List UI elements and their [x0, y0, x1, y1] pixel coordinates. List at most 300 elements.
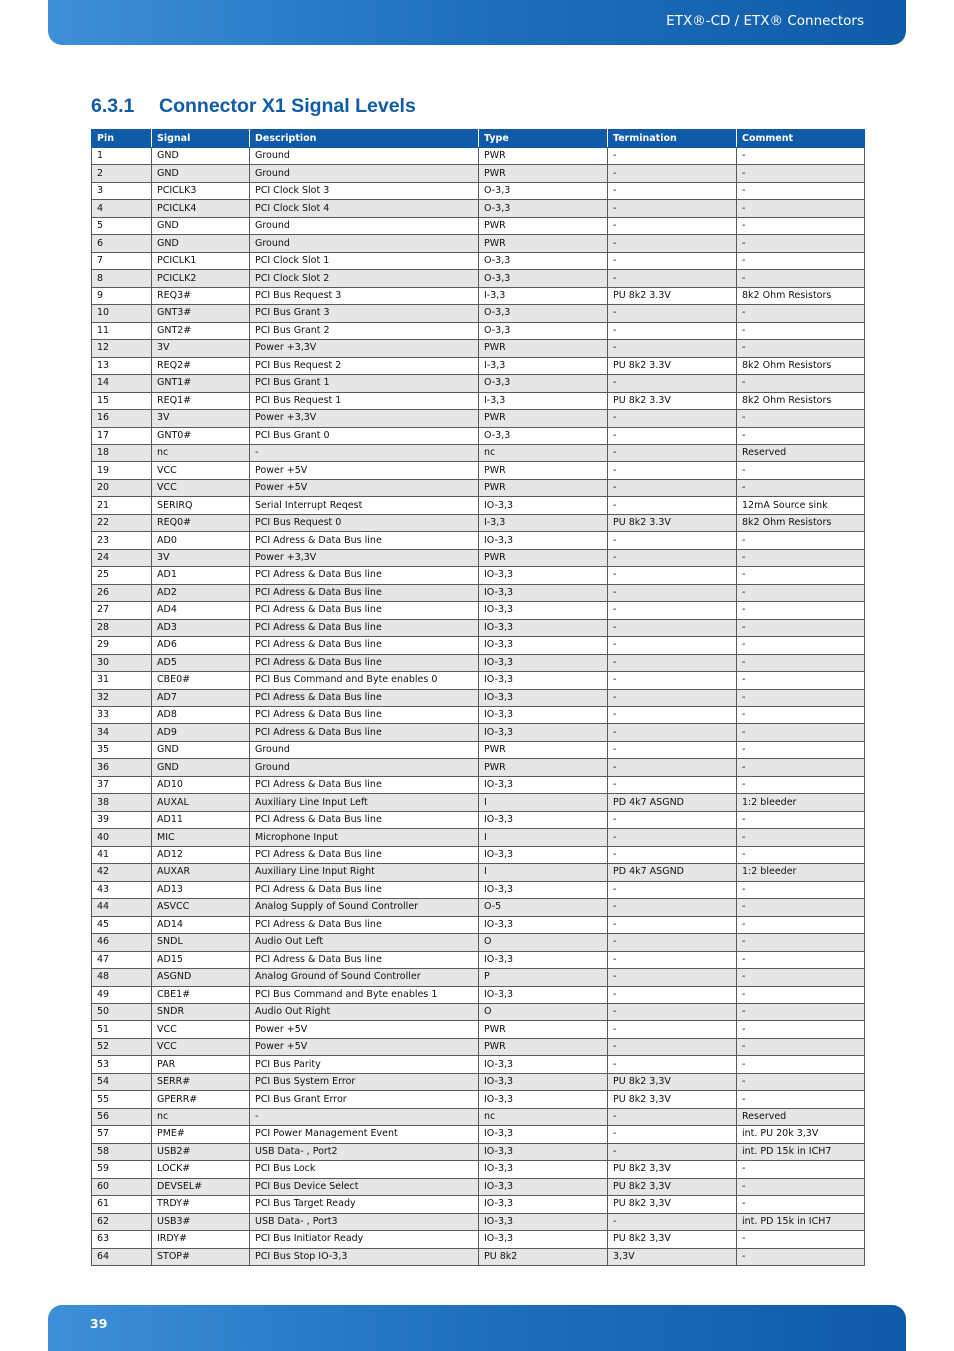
- table-cell: O: [479, 1003, 608, 1020]
- table-cell: Reserved: [737, 444, 865, 461]
- table-row: [92, 1056, 865, 1073]
- table-cell: Ground: [250, 217, 479, 234]
- table-cell: -: [737, 776, 865, 793]
- table-cell: -: [608, 1143, 737, 1160]
- table-cell: -: [737, 549, 865, 566]
- table-cell: -: [608, 270, 737, 287]
- table-cell: IO-3,3: [479, 776, 608, 793]
- table-cell: PCI Adress & Data Bus line: [250, 707, 479, 724]
- table-row: [92, 497, 865, 514]
- table-cell: 15: [92, 392, 152, 409]
- table-cell: IO-3,3: [479, 567, 608, 584]
- table-cell: 63: [92, 1231, 152, 1248]
- table-cell: REQ3#: [152, 287, 250, 304]
- table-row: [92, 916, 865, 933]
- table-cell: PCI Bus Grant Error: [250, 1091, 479, 1108]
- table-cell: AD10: [152, 776, 250, 793]
- table-cell: USB Data- , Port3: [250, 1213, 479, 1230]
- table-cell: PCI Bus Request 3: [250, 287, 479, 304]
- table-cell: 54: [92, 1073, 152, 1090]
- table-cell: VCC: [152, 462, 250, 479]
- table-cell: AD4: [152, 602, 250, 619]
- table-cell: -: [608, 375, 737, 392]
- table-cell: 1:2 bleeder: [737, 864, 865, 881]
- table-cell: GND: [152, 741, 250, 758]
- table-cell: -: [737, 1038, 865, 1055]
- table-row: [92, 532, 865, 549]
- table-row: [92, 235, 865, 252]
- table-cell: IO-3,3: [479, 497, 608, 514]
- table-cell: 21: [92, 497, 152, 514]
- table-cell: -: [608, 811, 737, 828]
- table-cell: 33: [92, 707, 152, 724]
- table-cell: AD15: [152, 951, 250, 968]
- table-cell: -: [737, 1231, 865, 1248]
- table-cell: -: [737, 322, 865, 339]
- table-cell: VCC: [152, 1021, 250, 1038]
- table-cell: 5: [92, 217, 152, 234]
- section-heading: [91, 95, 416, 118]
- table-row: [92, 672, 865, 689]
- table-row: [92, 287, 865, 304]
- table-cell: PWR: [479, 741, 608, 758]
- table-cell: 26: [92, 584, 152, 601]
- table-cell: IO-3,3: [479, 1091, 608, 1108]
- table-cell: AD13: [152, 881, 250, 898]
- table-cell: AD14: [152, 916, 250, 933]
- table-cell: -: [608, 1003, 737, 1020]
- table-cell: PCI Adress & Data Bus line: [250, 532, 479, 549]
- table-cell: PCI Adress & Data Bus line: [250, 776, 479, 793]
- section-number: 6.3.1: [91, 95, 135, 117]
- table-row: [92, 829, 865, 846]
- table-cell: PCI Bus Grant 1: [250, 375, 479, 392]
- table-cell: AD9: [152, 724, 250, 741]
- table-cell: IO-3,3: [479, 532, 608, 549]
- table-cell: PU 8k2 3.3V: [608, 514, 737, 531]
- table-cell: -: [608, 1108, 737, 1125]
- table-cell: ASGND: [152, 969, 250, 986]
- column-header: Comment: [737, 130, 865, 148]
- table-cell: -: [737, 934, 865, 951]
- table-cell: 59: [92, 1161, 152, 1178]
- table-cell: PCI Bus Grant 0: [250, 427, 479, 444]
- table-cell: Power +5V: [250, 462, 479, 479]
- table-cell: 45: [92, 916, 152, 933]
- table-cell: -: [737, 1073, 865, 1090]
- table-cell: AD11: [152, 811, 250, 828]
- table-row: [92, 1003, 865, 1020]
- table-cell: -: [608, 462, 737, 479]
- table-cell: -: [608, 934, 737, 951]
- table-cell: GPERR#: [152, 1091, 250, 1108]
- table-cell: PCI Bus Lock: [250, 1161, 479, 1178]
- table-cell: 39: [92, 811, 152, 828]
- table-cell: PCI Adress & Data Bus line: [250, 724, 479, 741]
- table-cell: IO-3,3: [479, 602, 608, 619]
- table-cell: 6: [92, 235, 152, 252]
- table-cell: Ground: [250, 235, 479, 252]
- table-cell: -: [737, 741, 865, 758]
- table-cell: I: [479, 829, 608, 846]
- table-cell: -: [737, 829, 865, 846]
- table-cell: PWR: [479, 165, 608, 182]
- table-cell: 42: [92, 864, 152, 881]
- table-cell: 55: [92, 1091, 152, 1108]
- table-cell: O-3,3: [479, 427, 608, 444]
- table-cell: GNT1#: [152, 375, 250, 392]
- table-cell: 34: [92, 724, 152, 741]
- table-row: [92, 724, 865, 741]
- table-cell: PCICLK1: [152, 252, 250, 269]
- table-cell: Power +3,3V: [250, 549, 479, 566]
- table-cell: PCI Bus Command and Byte enables 0: [250, 672, 479, 689]
- table-cell: 12mA Source sink: [737, 497, 865, 514]
- table-row: [92, 270, 865, 287]
- table-cell: -: [608, 829, 737, 846]
- table-row: [92, 934, 865, 951]
- table-cell: 10: [92, 305, 152, 322]
- table-cell: 12: [92, 340, 152, 357]
- table-cell: nc: [152, 444, 250, 461]
- table-body: [92, 148, 865, 1266]
- table-cell: IO-3,3: [479, 707, 608, 724]
- table-cell: PCI Adress & Data Bus line: [250, 637, 479, 654]
- table-cell: -: [737, 235, 865, 252]
- table-cell: 49: [92, 986, 152, 1003]
- table-cell: 56: [92, 1108, 152, 1125]
- table-cell: PCI Adress & Data Bus line: [250, 951, 479, 968]
- table-cell: AD7: [152, 689, 250, 706]
- table-cell: 48: [92, 969, 152, 986]
- table-cell: -: [737, 305, 865, 322]
- table-row: [92, 514, 865, 531]
- table-row: [92, 357, 865, 374]
- table-cell: 18: [92, 444, 152, 461]
- table-cell: 46: [92, 934, 152, 951]
- table-cell: PCI Bus Request 1: [250, 392, 479, 409]
- table-cell: 38: [92, 794, 152, 811]
- table-row: [92, 1178, 865, 1195]
- table-row: [92, 969, 865, 986]
- table-cell: O-3,3: [479, 252, 608, 269]
- table-row: [92, 1126, 865, 1143]
- table-cell: IO-3,3: [479, 1178, 608, 1195]
- table-cell: AD5: [152, 654, 250, 671]
- table-cell: 53: [92, 1056, 152, 1073]
- table-cell: Analog Supply of Sound Controller: [250, 899, 479, 916]
- table-cell: PCICLK4: [152, 200, 250, 217]
- table-row: [92, 637, 865, 654]
- table-row: [92, 864, 865, 881]
- column-header: Description: [250, 130, 479, 148]
- table-cell: -: [737, 916, 865, 933]
- table-cell: 35: [92, 741, 152, 758]
- table-cell: IO-3,3: [479, 1231, 608, 1248]
- table-cell: -: [608, 1021, 737, 1038]
- table-cell: REQ2#: [152, 357, 250, 374]
- table-cell: Audio Out Right: [250, 1003, 479, 1020]
- table-cell: -: [608, 1038, 737, 1055]
- table-cell: 3V: [152, 340, 250, 357]
- header-bar: [48, 0, 906, 45]
- table-cell: PCI Bus Request 0: [250, 514, 479, 531]
- table-cell: -: [737, 270, 865, 287]
- table-cell: 8k2 Ohm Resistors: [737, 392, 865, 409]
- table-cell: IO-3,3: [479, 846, 608, 863]
- table-row: [92, 1091, 865, 1108]
- table-cell: nc: [479, 1108, 608, 1125]
- table-cell: O-3,3: [479, 200, 608, 217]
- table-row: [92, 410, 865, 427]
- table-cell: 57: [92, 1126, 152, 1143]
- table-cell: PCI Adress & Data Bus line: [250, 811, 479, 828]
- table-cell: PD 4k7 ASGND: [608, 864, 737, 881]
- table-cell: 29: [92, 637, 152, 654]
- table-row: [92, 567, 865, 584]
- table-cell: 36: [92, 759, 152, 776]
- table-cell: -: [737, 881, 865, 898]
- table-cell: GND: [152, 148, 250, 165]
- table-cell: PCICLK2: [152, 270, 250, 287]
- table-cell: PME#: [152, 1126, 250, 1143]
- table-row: [92, 881, 865, 898]
- table-cell: 43: [92, 881, 152, 898]
- table-cell: 64: [92, 1248, 152, 1265]
- table-cell: -: [608, 217, 737, 234]
- table-cell: nc: [152, 1108, 250, 1125]
- table-cell: GND: [152, 217, 250, 234]
- table-cell: IO-3,3: [479, 637, 608, 654]
- table-cell: -: [608, 619, 737, 636]
- table-row: [92, 1021, 865, 1038]
- table-cell: IO-3,3: [479, 1073, 608, 1090]
- table-cell: VCC: [152, 1038, 250, 1055]
- table-row: [92, 776, 865, 793]
- table-cell: -: [250, 444, 479, 461]
- table-cell: Reserved: [737, 1108, 865, 1125]
- table-cell: -: [608, 549, 737, 566]
- table-cell: -: [608, 846, 737, 863]
- table-cell: IO-3,3: [479, 881, 608, 898]
- column-header: Pin: [92, 130, 152, 148]
- column-header: Termination: [608, 130, 737, 148]
- table-cell: IO-3,3: [479, 1143, 608, 1160]
- table-cell: -: [608, 881, 737, 898]
- table-cell: PCI Bus Device Select: [250, 1178, 479, 1195]
- table-cell: Power +5V: [250, 479, 479, 496]
- table-row: [92, 1196, 865, 1213]
- table-cell: -: [608, 741, 737, 758]
- table-cell: 51: [92, 1021, 152, 1038]
- table-cell: -: [608, 602, 737, 619]
- table-row: [92, 1248, 865, 1265]
- table-row: [92, 1231, 865, 1248]
- table-cell: AD0: [152, 532, 250, 549]
- table-cell: -: [608, 444, 737, 461]
- table-row: [92, 1073, 865, 1090]
- table-cell: -: [737, 986, 865, 1003]
- table-cell: PCI Clock Slot 2: [250, 270, 479, 287]
- table-cell: PU 8k2 3.3V: [608, 357, 737, 374]
- table-row: [92, 340, 865, 357]
- table-cell: -: [737, 1056, 865, 1073]
- table-cell: PCI Adress & Data Bus line: [250, 654, 479, 671]
- signal-table: [91, 129, 865, 1266]
- document-title: ETX®-CD / ETX® Connectors: [666, 13, 864, 29]
- table-cell: 41: [92, 846, 152, 863]
- table-cell: -: [737, 410, 865, 427]
- table-cell: USB2#: [152, 1143, 250, 1160]
- table-cell: -: [608, 899, 737, 916]
- table-cell: -: [608, 182, 737, 199]
- table-row: [92, 654, 865, 671]
- table-cell: PWR: [479, 235, 608, 252]
- table-cell: Serial Interrupt Reqest: [250, 497, 479, 514]
- table-cell: O-3,3: [479, 182, 608, 199]
- table-row: [92, 148, 865, 165]
- page-number: 39: [90, 1316, 108, 1331]
- table-cell: GND: [152, 759, 250, 776]
- table-cell: IO-3,3: [479, 724, 608, 741]
- table-cell: PCI Clock Slot 3: [250, 182, 479, 199]
- table-cell: PWR: [479, 462, 608, 479]
- table-cell: 3V: [152, 549, 250, 566]
- table-cell: IO-3,3: [479, 672, 608, 689]
- table-cell: 52: [92, 1038, 152, 1055]
- table-row: [92, 427, 865, 444]
- section-title: Connector X1 Signal Levels: [159, 95, 416, 117]
- table-cell: -: [737, 462, 865, 479]
- table-cell: Microphone Input: [250, 829, 479, 846]
- table-cell: IO-3,3: [479, 619, 608, 636]
- table-cell: -: [737, 637, 865, 654]
- table-cell: PCI Clock Slot 1: [250, 252, 479, 269]
- table-cell: PCI Bus Command and Byte enables 1: [250, 986, 479, 1003]
- table-cell: -: [737, 1003, 865, 1020]
- table-cell: 9: [92, 287, 152, 304]
- table-row: [92, 986, 865, 1003]
- table-cell: Ground: [250, 148, 479, 165]
- table-row: [92, 217, 865, 234]
- table-cell: 62: [92, 1213, 152, 1230]
- table-cell: 31: [92, 672, 152, 689]
- table-row: [92, 1038, 865, 1055]
- table-cell: -: [737, 427, 865, 444]
- table-cell: 17: [92, 427, 152, 444]
- table-cell: AD12: [152, 846, 250, 863]
- table-cell: -: [737, 689, 865, 706]
- footer-bar: [48, 1305, 906, 1351]
- table-cell: IO-3,3: [479, 1056, 608, 1073]
- table-row: [92, 1213, 865, 1230]
- table-cell: I: [479, 794, 608, 811]
- table-cell: CBE1#: [152, 986, 250, 1003]
- table-cell: VCC: [152, 479, 250, 496]
- table-row: [92, 707, 865, 724]
- table-row: [92, 549, 865, 566]
- table-cell: -: [737, 969, 865, 986]
- table-cell: I-3,3: [479, 357, 608, 374]
- table-row: [92, 759, 865, 776]
- table-cell: PU 8k2 3,3V: [608, 1161, 737, 1178]
- table-cell: -: [608, 654, 737, 671]
- table-cell: I-3,3: [479, 514, 608, 531]
- table-cell: 47: [92, 951, 152, 968]
- table-row: [92, 846, 865, 863]
- table-cell: USB3#: [152, 1213, 250, 1230]
- table-cell: 24: [92, 549, 152, 566]
- table-cell: SNDL: [152, 934, 250, 951]
- table-cell: -: [737, 654, 865, 671]
- table-cell: I-3,3: [479, 287, 608, 304]
- table-cell: Auxiliary Line Input Right: [250, 864, 479, 881]
- table-cell: -: [737, 252, 865, 269]
- table-cell: -: [608, 235, 737, 252]
- table-cell: PU 8k2 3,3V: [608, 1073, 737, 1090]
- table-cell: 8k2 Ohm Resistors: [737, 514, 865, 531]
- table-cell: PCI Adress & Data Bus line: [250, 689, 479, 706]
- table-cell: STOP#: [152, 1248, 250, 1265]
- table-row: [92, 200, 865, 217]
- table-cell: SERR#: [152, 1073, 250, 1090]
- table-cell: 27: [92, 602, 152, 619]
- table-cell: PCI Bus Parity: [250, 1056, 479, 1073]
- table-cell: AD2: [152, 584, 250, 601]
- table-header-row: [92, 130, 865, 148]
- table-cell: PCI Bus Initiator Ready: [250, 1231, 479, 1248]
- table-cell: -: [737, 217, 865, 234]
- table-cell: -: [737, 951, 865, 968]
- table-cell: -: [608, 148, 737, 165]
- table-cell: PWR: [479, 479, 608, 496]
- table-cell: 11: [92, 322, 152, 339]
- table-cell: -: [737, 724, 865, 741]
- table-cell: IO-3,3: [479, 654, 608, 671]
- table-cell: -: [737, 1178, 865, 1195]
- table-cell: -: [737, 584, 865, 601]
- table-cell: PWR: [479, 549, 608, 566]
- table-cell: -: [608, 759, 737, 776]
- table-cell: 25: [92, 567, 152, 584]
- table-row: [92, 689, 865, 706]
- table-cell: REQ1#: [152, 392, 250, 409]
- table-cell: -: [608, 637, 737, 654]
- table-cell: 7: [92, 252, 152, 269]
- table-cell: PWR: [479, 340, 608, 357]
- table-cell: O: [479, 934, 608, 951]
- table-cell: 16: [92, 410, 152, 427]
- table-cell: PWR: [479, 148, 608, 165]
- table-cell: -: [737, 619, 865, 636]
- table-row: [92, 794, 865, 811]
- table-row: [92, 899, 865, 916]
- table-cell: GND: [152, 165, 250, 182]
- table-cell: IO-3,3: [479, 1161, 608, 1178]
- table-cell: PCI Adress & Data Bus line: [250, 619, 479, 636]
- table-cell: -: [608, 165, 737, 182]
- table-row: [92, 305, 865, 322]
- table-cell: PCICLK3: [152, 182, 250, 199]
- table-cell: -: [737, 567, 865, 584]
- table-cell: -: [608, 1213, 737, 1230]
- table-row: [92, 951, 865, 968]
- table-cell: -: [737, 200, 865, 217]
- table-cell: -: [737, 1161, 865, 1178]
- table-cell: 61: [92, 1196, 152, 1213]
- table-cell: ASVCC: [152, 899, 250, 916]
- table-cell: 13: [92, 357, 152, 374]
